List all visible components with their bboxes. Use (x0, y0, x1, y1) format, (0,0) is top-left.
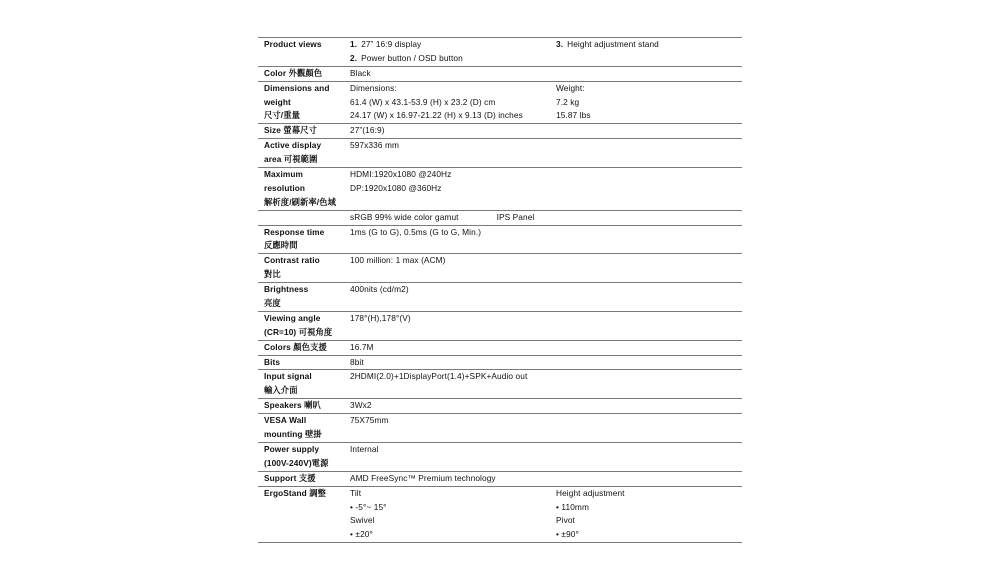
item-text: Height adjustment stand (567, 39, 659, 49)
label-text: (100V-240V)電源 (264, 457, 329, 468)
label-text: 反應時間 (264, 240, 298, 251)
value-active-area (350, 139, 742, 168)
value-text: Swivel (350, 515, 375, 526)
product-views-right (556, 38, 742, 67)
label-speakers (258, 399, 350, 414)
value-text: 3Wx2 (350, 400, 372, 411)
label-text: Response time (264, 226, 325, 237)
label-power (258, 442, 350, 471)
value-text: 15.87 lbs (556, 110, 591, 121)
label-text: Colors 顏色支援 (264, 341, 327, 352)
label-text: Viewing angle (264, 312, 321, 323)
row-colors (258, 340, 742, 355)
label-ergostand (258, 486, 350, 543)
value-ergostand-right (556, 486, 742, 543)
row-color (258, 66, 742, 81)
value-viewing-angle (350, 311, 742, 340)
label-empty (264, 211, 350, 225)
label-active-area (258, 139, 350, 168)
row-support (258, 471, 742, 486)
label-text: Bits (264, 356, 281, 367)
value-text: HDMI:1920x1080 @240Hz (350, 169, 452, 180)
label-text: weight (264, 96, 291, 107)
label-vesa (258, 414, 350, 443)
row-brightness (258, 283, 742, 312)
label-color (258, 66, 350, 81)
label-text: Color 外觀顏色 (264, 67, 323, 78)
label-text: mounting 壁掛 (264, 429, 322, 440)
value-ergostand-left (350, 486, 556, 543)
label-text: Speakers 喇叭 (264, 400, 321, 411)
value-text: 24.17 (W) x 16.97-21.22 (H) x 9.13 (D) inches (350, 110, 523, 121)
label-text: resolution (264, 182, 306, 193)
value-text: 178°(H),178°(V) (350, 312, 411, 323)
value-text: 100 million: 1 max (ACM) (350, 255, 446, 266)
value-text: 400nits (cd/m2) (350, 284, 409, 295)
product-view-item-1 (350, 38, 556, 52)
value-color (350, 66, 742, 81)
item-text: 27” 16:9 display (361, 39, 422, 49)
label-text: Support 支援 (264, 472, 316, 483)
label-bits (258, 355, 350, 370)
value-text: Pivot (556, 515, 575, 526)
product-view-item-3 (556, 38, 742, 52)
label-text: area 可視範圍 (264, 154, 318, 165)
label-brightness (258, 283, 350, 312)
value-contrast (350, 254, 742, 283)
value-text: 75X75mm (350, 415, 389, 426)
label-text: Size 螢幕尺寸 (264, 125, 317, 136)
value-text: 1ms (G to G), 0.5ms (G to G, Min.) (350, 226, 482, 237)
label-text: 對比 (264, 269, 281, 280)
product-views-left (350, 38, 556, 67)
value-weight (556, 81, 742, 124)
label-text: VESA Wall (264, 415, 307, 426)
value-text: 61.4 (W) x 43.1-53.9 (H) x 23.2 (D) cm (350, 96, 496, 107)
label-text: (CR=10) 可視角度 (264, 326, 333, 337)
value-support (350, 471, 742, 486)
label-input-signal (258, 370, 350, 399)
value-text: AMD FreeSync™ Premium technology (350, 472, 496, 483)
value-text: 2HDMI(2.0)+1DisplayPort(1.4)+SPK+Audio out (350, 371, 528, 382)
item-number: 2. (350, 52, 358, 63)
value-input-signal (350, 370, 742, 399)
row-bits (258, 355, 742, 370)
label-gamut (258, 210, 350, 225)
value-text: Weight: (556, 82, 585, 93)
label-text: Power supply (264, 443, 320, 454)
item-number: 3. (556, 39, 564, 49)
value-text: 16.7M (350, 341, 374, 352)
row-viewing-angle (258, 311, 742, 340)
value-text: Dimensions: (350, 82, 397, 93)
value-text: sRGB 99% wide color gamut (350, 211, 459, 222)
spec-table (258, 37, 742, 543)
value-max-resolution (350, 168, 742, 211)
row-power (258, 442, 742, 471)
label-dimensions (258, 81, 350, 124)
item-number: 1. (350, 39, 358, 49)
label-max-resolution (258, 168, 350, 211)
label-response-time (258, 225, 350, 254)
label-text: 輸入介面 (264, 385, 298, 396)
value-dimensions (350, 81, 556, 124)
label-text: 尺寸/重量 (264, 110, 300, 121)
value-colors (350, 340, 742, 355)
value-text: 597x336 mm (350, 140, 399, 151)
value-speakers (350, 399, 742, 414)
value-text: 8bit (350, 356, 364, 367)
panel-type: IPS Panel (496, 211, 535, 222)
value-vesa (350, 414, 742, 443)
row-vesa (258, 414, 742, 443)
product-view-item-2 (350, 52, 556, 66)
value-power (350, 442, 742, 471)
label-text: Maximum (264, 169, 303, 180)
value-text: Height adjustment (556, 487, 625, 498)
label-viewing-angle (258, 311, 350, 340)
value-gamut (350, 210, 742, 225)
value-bits (350, 355, 742, 370)
label-text: 亮度 (264, 298, 281, 309)
label-text: Dimensions and (264, 82, 330, 93)
row-active-area (258, 139, 742, 168)
label-text: Active display (264, 140, 322, 151)
value-response-time (350, 225, 742, 254)
row-response-time (258, 225, 742, 254)
label-product-views (258, 38, 350, 67)
row-size (258, 124, 742, 139)
label-text: Input signal (264, 371, 312, 382)
value-size (350, 124, 742, 139)
row-ergostand (258, 486, 742, 543)
value-text: Internal (350, 443, 379, 454)
row-speakers (258, 399, 742, 414)
label-text: Contrast ratio (264, 255, 320, 266)
row-input-signal (258, 370, 742, 399)
label-text: 解析度/刷新率/色域 (264, 196, 336, 207)
value-text: • ±90° (556, 529, 579, 540)
label-colors (258, 340, 350, 355)
value-text: DP:1920x1080 @360Hz (350, 182, 442, 193)
value-text: Black (350, 67, 371, 78)
value-text: 27”(16:9) (350, 125, 385, 136)
value-text: • -5°~ 15° (350, 501, 387, 512)
label-text: Product views (264, 39, 322, 49)
label-text: Brightness (264, 284, 309, 295)
row-contrast (258, 254, 742, 283)
value-text: • 110mm (556, 501, 589, 512)
label-text: ErgoStand 調整 (264, 487, 327, 498)
row-gamut (258, 210, 742, 225)
value-text: • ±20° (350, 529, 373, 540)
value-text: 7.2 kg (556, 96, 580, 107)
row-dimensions (258, 81, 742, 124)
label-contrast (258, 254, 350, 283)
gamut-line (350, 211, 742, 225)
value-brightness (350, 283, 742, 312)
item-text: Power button / OSD button (361, 52, 463, 63)
row-max-resolution (258, 168, 742, 211)
label-support (258, 471, 350, 486)
value-text: Tilt (350, 487, 362, 498)
label-size (258, 124, 350, 139)
row-product-views (258, 38, 742, 67)
